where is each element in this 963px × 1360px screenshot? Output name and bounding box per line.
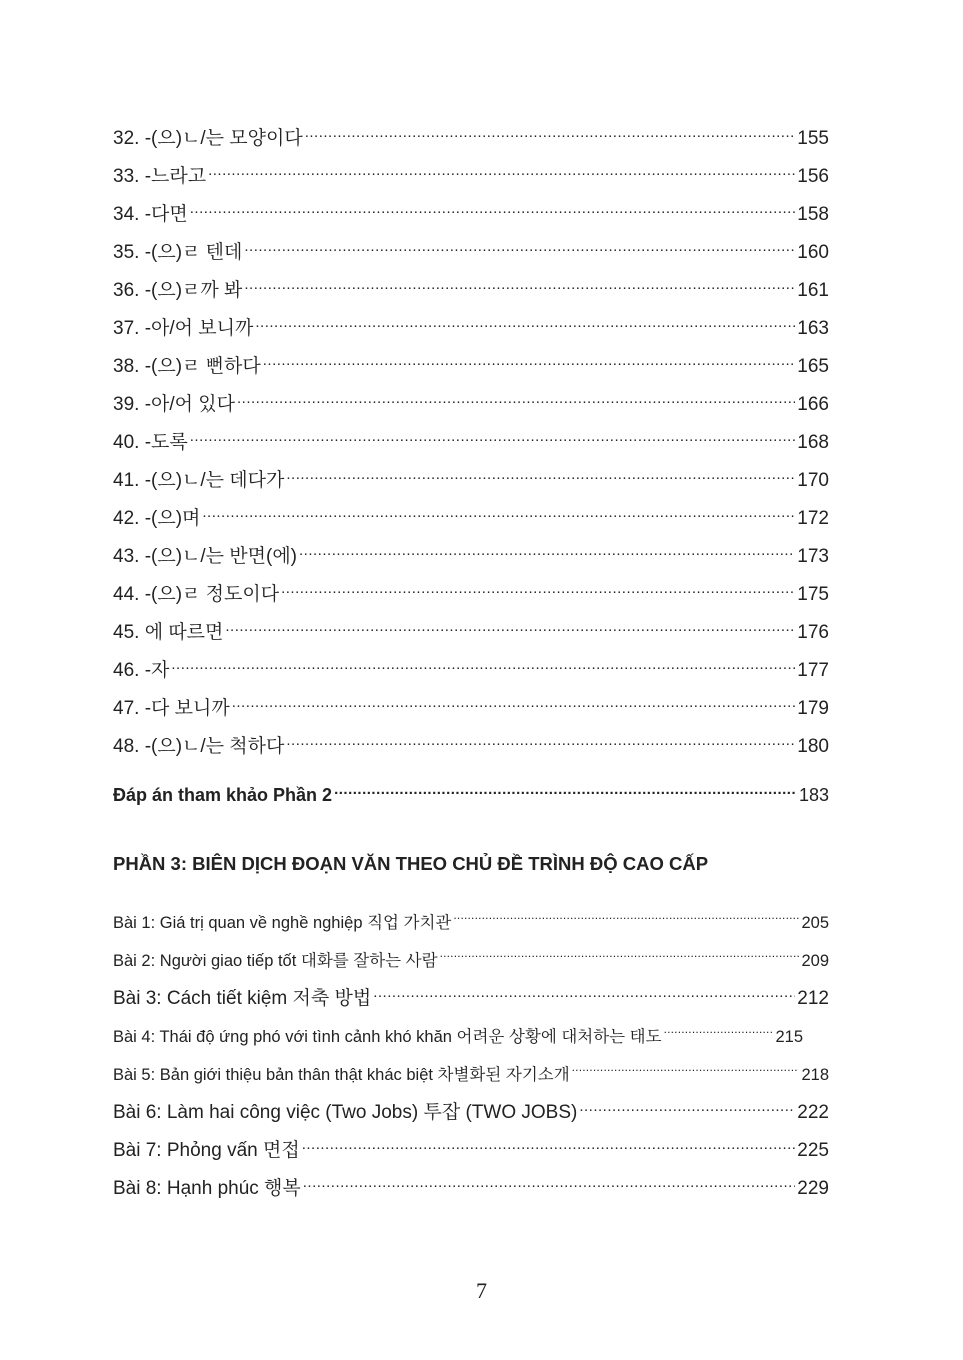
toc-entry-label: Bài 4: Thái độ ứng phó với tình cảnh khó khăn 어려운 상황에 대처하는 태도 [113,1028,662,1046]
dot-leader [299,534,795,562]
toc-entry-answers[interactable] [113,773,829,805]
dot-leader [244,230,795,258]
toc-entry-page: 173 [797,546,829,567]
toc-entry-label: Bài 7: Phỏng vấn 면접 [113,1140,300,1161]
toc-entry[interactable] [113,420,829,453]
toc-entry-label: Bài 6: Làm hai công việc (Two Jobs) 투잡 (TWO JOBS) [113,1102,578,1123]
dot-leader [303,1166,796,1194]
toc-entry[interactable] [113,938,829,970]
dot-leader [373,976,795,1004]
toc-entry[interactable] [113,610,829,643]
dot-leader [190,420,796,448]
dot-leader [286,724,795,752]
toc-entry-page: 155 [797,128,829,149]
toc-entry-label: 40. -도록 [113,432,188,453]
dot-leader [305,116,796,144]
toc-entry-page: 212 [797,988,829,1009]
toc-entry-page: 172 [797,508,829,529]
dot-leader [255,306,795,334]
toc-entry-page: 158 [797,204,829,225]
toc-entry-label: 42. -(으)며 [113,508,201,529]
toc-entry-label: 45. 에 따르면 [113,622,224,643]
toc-entry-page: 177 [797,660,829,681]
toc-entry[interactable] [113,1090,829,1123]
toc-entry-label: 38. -(으)ㄹ 뻔하다 [113,356,261,377]
dot-leader [664,1014,774,1042]
toc-entry-page: 160 [797,242,829,263]
toc-entry[interactable] [113,268,829,301]
toc-entry-page: 209 [801,952,829,970]
toc-entry[interactable] [113,724,829,757]
toc-entry-label: Đáp án tham khảo Phần 2 [113,785,333,805]
toc-entry-page: 225 [797,1140,829,1161]
dot-leader [232,686,796,714]
toc-entry-page: 222 [797,1102,829,1123]
dot-leader [453,900,799,928]
dot-leader [572,1052,800,1080]
dot-leader [244,268,795,296]
toc-entry-label: 37. -아/어 보니까 [113,318,254,339]
toc-entry-page: 179 [797,698,829,719]
toc-entry-page: 175 [797,584,829,605]
toc-entry[interactable] [113,306,829,339]
toc-entry-label: 48. -(으)ㄴ/는 척하다 [113,736,285,757]
toc-entry-label: 35. -(으)ㄹ 텐데 [113,242,243,263]
dot-leader [208,154,795,182]
toc-entry-page: 170 [797,470,829,491]
toc-entry[interactable] [113,976,829,1009]
toc-entry-label: 39. -아/어 있다 [113,394,235,415]
toc-entry-page: 156 [797,166,829,187]
toc-entry-page: 180 [797,736,829,757]
toc-entry[interactable] [113,900,829,932]
dot-leader [202,496,795,524]
toc-entry-page: 218 [801,1066,829,1084]
toc-entry-page: 161 [797,280,829,301]
toc-entry-label: Bài 8: Hạnh phúc 행복 [113,1178,301,1199]
dot-leader [440,938,800,966]
toc-entry[interactable] [113,382,829,415]
page-number: 7 [476,1278,487,1303]
dot-leader [190,192,796,220]
toc-entry[interactable] [113,1052,829,1084]
toc-entry-page: 165 [797,356,829,377]
toc-entry-label: Bài 3: Cách tiết kiệm 저축 방법 [113,988,372,1009]
toc-entry-page: 229 [797,1178,829,1199]
toc-entry-label: 36. -(으)ㄹ까 봐 [113,280,243,301]
dot-leader [579,1090,795,1118]
toc-entry[interactable] [113,1128,829,1161]
toc-entry-page: 205 [801,914,829,932]
dot-leader [281,572,795,600]
dot-leader [237,382,795,410]
toc-entry-page: 163 [797,318,829,339]
toc-entry-label: Bài 1: Giá trị quan về nghề nghiệp 직업 가치관 [113,914,452,932]
dot-leader [286,458,795,486]
toc-entry[interactable] [113,648,829,681]
toc-entry[interactable] [113,1166,829,1199]
toc-entry[interactable] [113,1014,803,1046]
toc-entry[interactable] [113,496,829,529]
toc-entry[interactable] [113,458,829,491]
toc-entry-label: Bài 2: Người giao tiếp tốt 대화를 잘하는 사람 [113,952,438,970]
dot-leader [302,1128,796,1156]
toc-entry[interactable] [113,572,829,605]
toc-entry-page: 183 [798,785,829,805]
toc-entry-page: 168 [797,432,829,453]
toc-entry[interactable] [113,344,829,377]
section-heading-part3: PHẦN 3: BIÊN DỊCH ĐOẠN VĂN THEO CHỦ ĐỀ TRÌNH ĐỘ CAO CẤP [113,853,709,874]
toc-entry-page: 215 [775,1028,803,1046]
toc-entry-label: Bài 5: Bản giới thiệu bản thân thật khác biệt 차별화된 자기소개 [113,1066,570,1084]
toc-entry-page: 176 [797,622,829,643]
toc-entry-label: 41. -(으)ㄴ/는 데다가 [113,470,285,491]
toc-entry-label: 34. -다면 [113,204,188,225]
toc-entry[interactable] [113,192,829,225]
toc-entry-label: 32. -(으)ㄴ/는 모양이다 [113,128,303,149]
dot-leader [334,773,797,801]
dot-leader [171,648,795,676]
toc-entry[interactable] [113,534,829,567]
dot-leader [263,344,796,372]
toc-entry[interactable] [113,116,829,149]
toc-entry-label: 43. -(으)ㄴ/는 반면(에) [113,546,298,567]
toc-entry-label: 44. -(으)ㄹ 정도이다 [113,584,280,605]
dot-leader [225,610,795,638]
toc-entry-label: 33. -느라고 [113,166,207,187]
toc-entry-page: 166 [797,394,829,415]
toc-entry[interactable] [113,686,829,719]
toc-entry-label: 47. -다 보니까 [113,698,230,719]
toc-entry[interactable] [113,154,829,187]
toc-entry-label: 46. -자 [113,660,170,681]
toc-entry[interactable] [113,230,829,263]
